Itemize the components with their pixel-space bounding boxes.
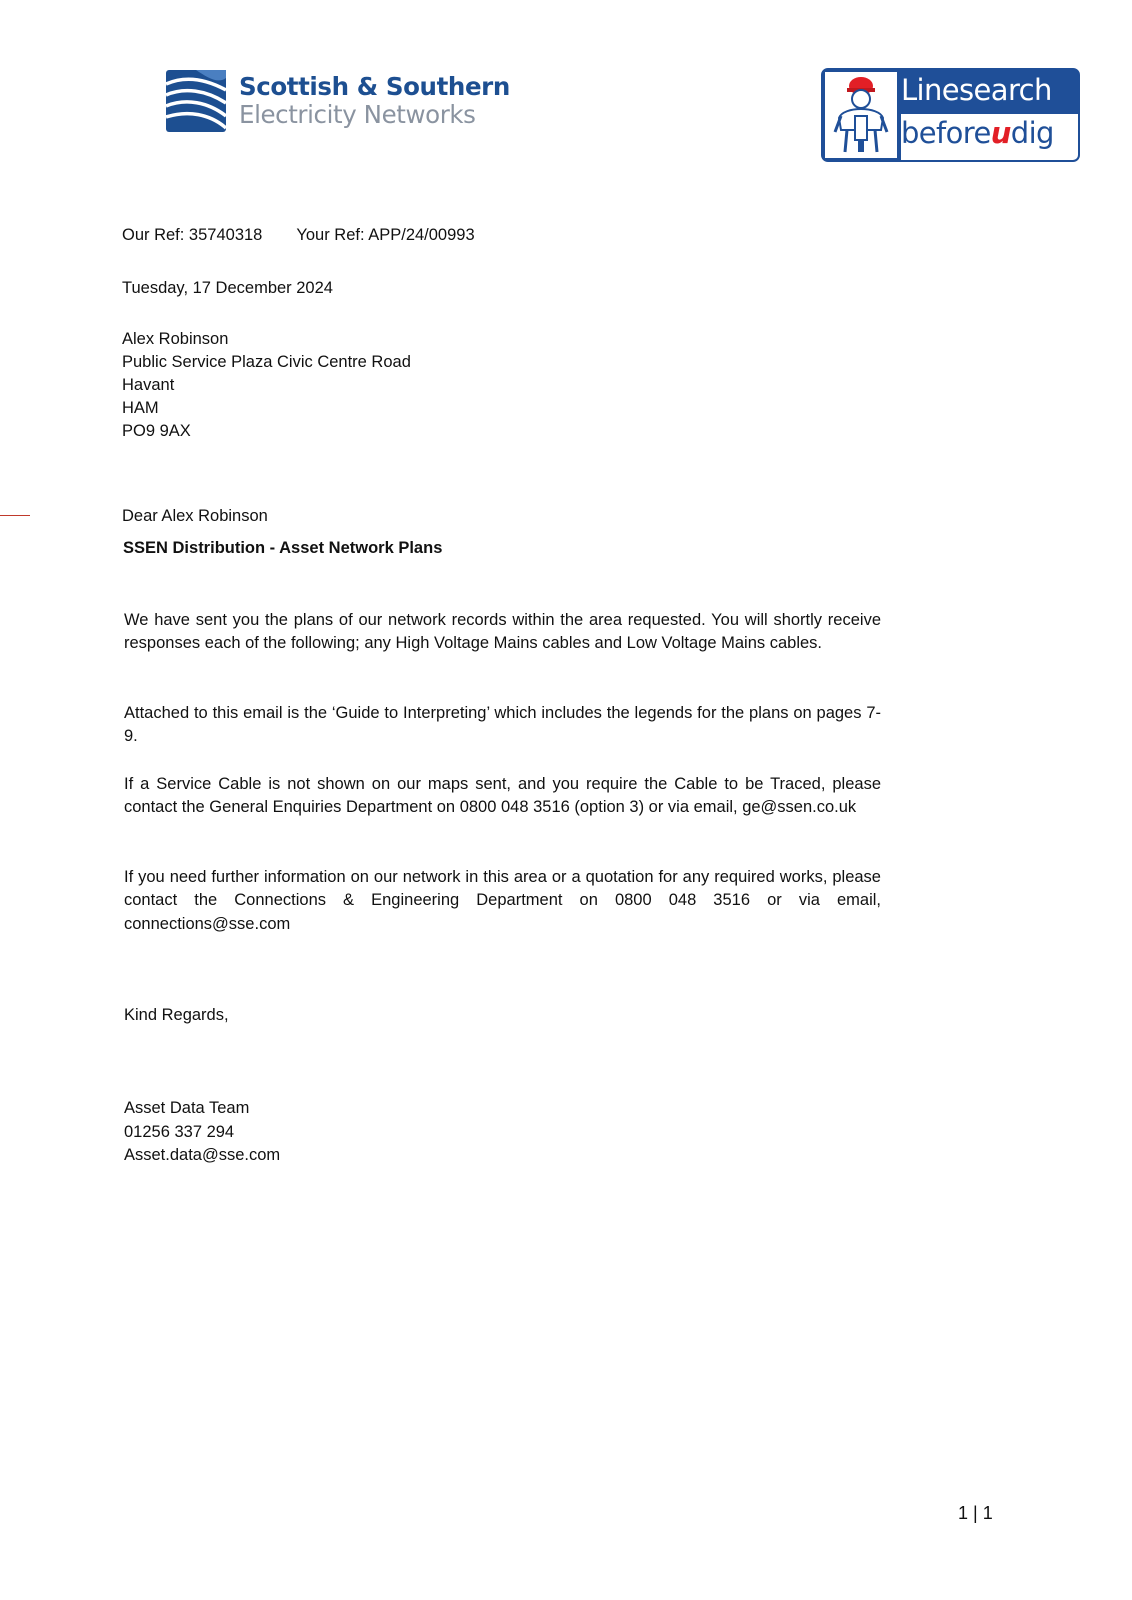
letter-subject: SSEN Distribution - Asset Network Plans [123,539,443,557]
body-paragraph: We have sent you the plans of our network records within the area requested. You will shortly receive responses each of the following; any High Voltage Mains cables and Low Voltage Mains cables. [124,611,881,653]
lsbud-logo-line2 [901,116,1054,150]
address-line: HAM [122,399,159,417]
signature-email: Asset.data@sse.com [124,1146,281,1164]
address-line: Public Service Plaza Civic Centre Road [122,353,411,371]
body-paragraph: If you need further information on our network in this area or a quotation for any required works, please contact the Connections & Engineering Department on 0800 048 3516 or via email, connections@sse.com [124,868,881,933]
closing: Kind Regards, [124,1006,229,1024]
signature-team: Asset Data Team [124,1099,250,1117]
lsbud-logo-u: u [990,116,1011,150]
your-ref: Your Ref: APP/24/00993 [296,226,475,244]
ssen-wave-icon [166,70,226,132]
body-paragraph: If a Service Cable is not shown on our maps sent, and you require the Cable to be Traced, please contact the General Enquiries Department on 0800 048 3516 (option 3) or via email, ge@ssen.co.uk [124,775,881,817]
our-ref: Our Ref: 35740318 [122,226,263,244]
margin-fold-mark [0,515,30,516]
letter-date: Tuesday, 17 December 2024 [122,279,333,297]
signature-phone: 01256 337 294 [124,1122,235,1141]
page-number: 1 | 1 [958,1503,993,1523]
ssen-logo-line2: Electricity Networks [239,100,476,129]
lsbud-logo-line1: Linesearch [901,73,1052,107]
ssen-logo [166,70,510,132]
signature-block [124,1097,280,1168]
recipient-name: Alex Robinson [122,330,229,348]
lsbud-logo-before: before [901,116,991,150]
salutation: Dear Alex Robinson [122,507,268,525]
reference-line [122,224,475,247]
recipient-address [122,328,411,443]
lsbud-logo [821,68,1080,162]
lsbud-logo-dig: dig [1010,116,1054,150]
ssen-logo-line1: Scottish & Southern [239,72,510,101]
address-line: Havant [122,376,175,394]
body-paragraph: Attached to this email is the ‘Guide to Interpreting’ which includes the legends for the plans on pages 7-9. [124,704,881,746]
address-postcode: PO9 9AX [122,422,191,440]
digger-figure-icon [825,72,897,158]
